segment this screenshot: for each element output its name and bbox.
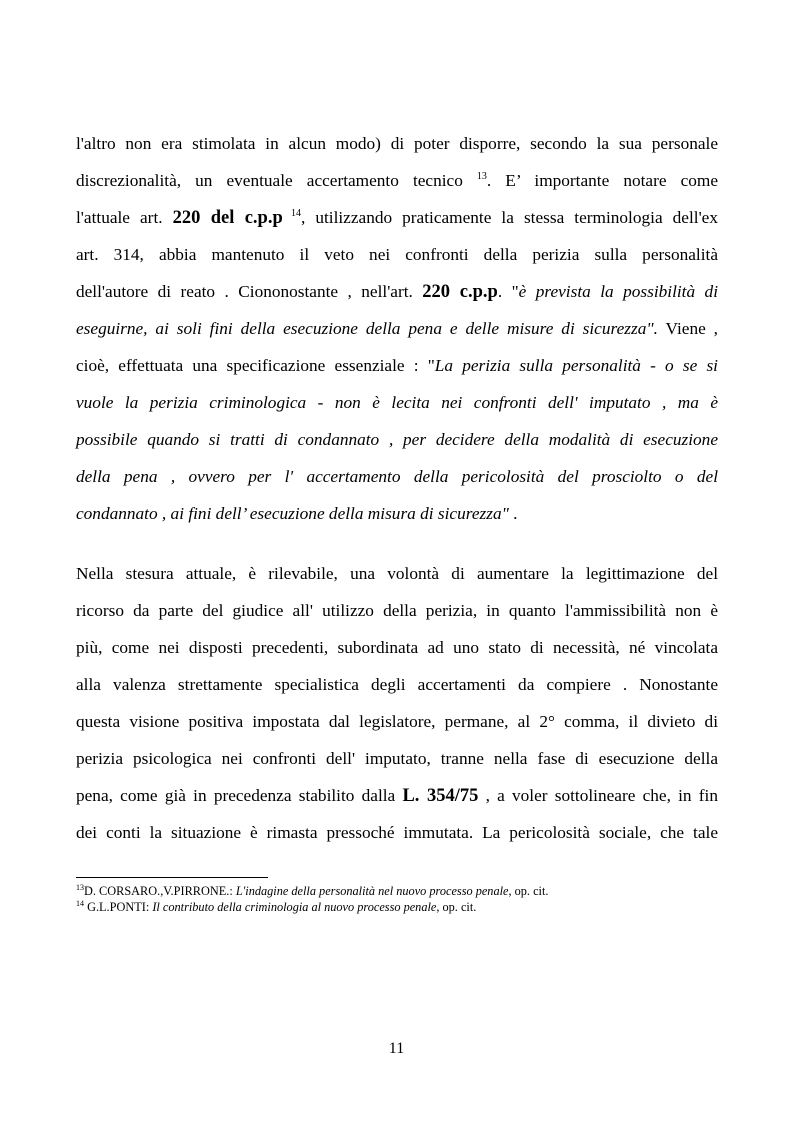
text-line: art. 314, abbia mantenuto il veto nei confronti della perizia sulla personalità — [76, 245, 718, 264]
text-line: cioè, effettuata una specificazione essenziale : "La perizia sulla personalità - o se si — [76, 356, 718, 375]
footnote-ref-14[interactable]: 14 — [282, 208, 301, 219]
text-line: ricorso da parte del giudice all' utilizzo della perizia, in quanto l'ammissibilità non è — [76, 601, 718, 620]
text-line: l'attuale art. 220 del c.p.p $^{14}$, utilizzando praticamente la stessa terminologia dell'ex — [76, 208, 718, 228]
footnote-13: $^{13}$D. CORSARO.,V.PIRRONE.: L'indagine della personalità nel nuovo processo penale, op. cit. — [76, 883, 549, 898]
text-line: questa visione positiva impostata dal legislatore, permane, al 2° comma, il divieto di — [76, 712, 718, 731]
text-line: Nella stesura attuale, è rilevabile, una volontà di aumentare la legittimazione del — [76, 564, 718, 583]
footnote-ref-13[interactable]: 13 — [476, 171, 487, 182]
text-line: pena, come già in precedenza stabilito dalla L. 354/75 , a voler sottolineare che, in fin — [76, 786, 718, 806]
text-line: possibile quando si tratti di condannato , per decidere della modalità di esecuzione — [76, 430, 718, 449]
text-line: discrezionalità, un eventuale accertamento tecnico $^{13}$. E’ importante notare come — [76, 171, 718, 190]
text-line: vuole la perizia criminologica - non è lecita nei confronti dell' imputato , ma è — [76, 393, 718, 412]
text-line: della pena , ovvero per l' accertamento della pericolosità del prosciolto o del — [76, 467, 718, 486]
text-line: alla valenza strettamente specialistica degli accertamenti da compiere . Nonostante — [76, 675, 718, 694]
law-reference: 220 c.p.p — [422, 282, 498, 302]
text-line: dell'autore di reato . Ciononostante , nell'art. 220 c.p.p. "è prevista la possibilità di — [76, 282, 718, 302]
footnote-14: $^{14}$ G.L.PONTI: Il contributo della criminologia al nuovo processo penale, op. cit. — [76, 899, 477, 914]
text-line: eseguirne, ai soli fini della esecuzione della pena e delle misure di sicurezza". Viene , — [76, 319, 718, 338]
text-line: condannato , ai fini dell’ esecuzione della misura di sicurezza" . — [76, 504, 518, 523]
footnote-separator — [76, 877, 268, 878]
text-line: più, come nei disposti precedenti, subordinata ad uno stato di necessità, né vincolata — [76, 638, 718, 657]
law-reference: L. 354/75 — [402, 786, 479, 806]
text-line: l'altro non era stimolata in alcun modo) di poter disporre, secondo la sua personale — [76, 134, 718, 153]
text-line: perizia psicologica nei confronti dell' imputato, tranne nella fase di esecuzione della — [76, 749, 718, 768]
text-line: dei conti la situazione è rimasta pressoché immutata. La pericolosità sociale, che tale — [76, 823, 718, 842]
law-reference: 220 del c.p.p — [172, 208, 283, 228]
page-number: 11 — [388, 1040, 405, 1057]
